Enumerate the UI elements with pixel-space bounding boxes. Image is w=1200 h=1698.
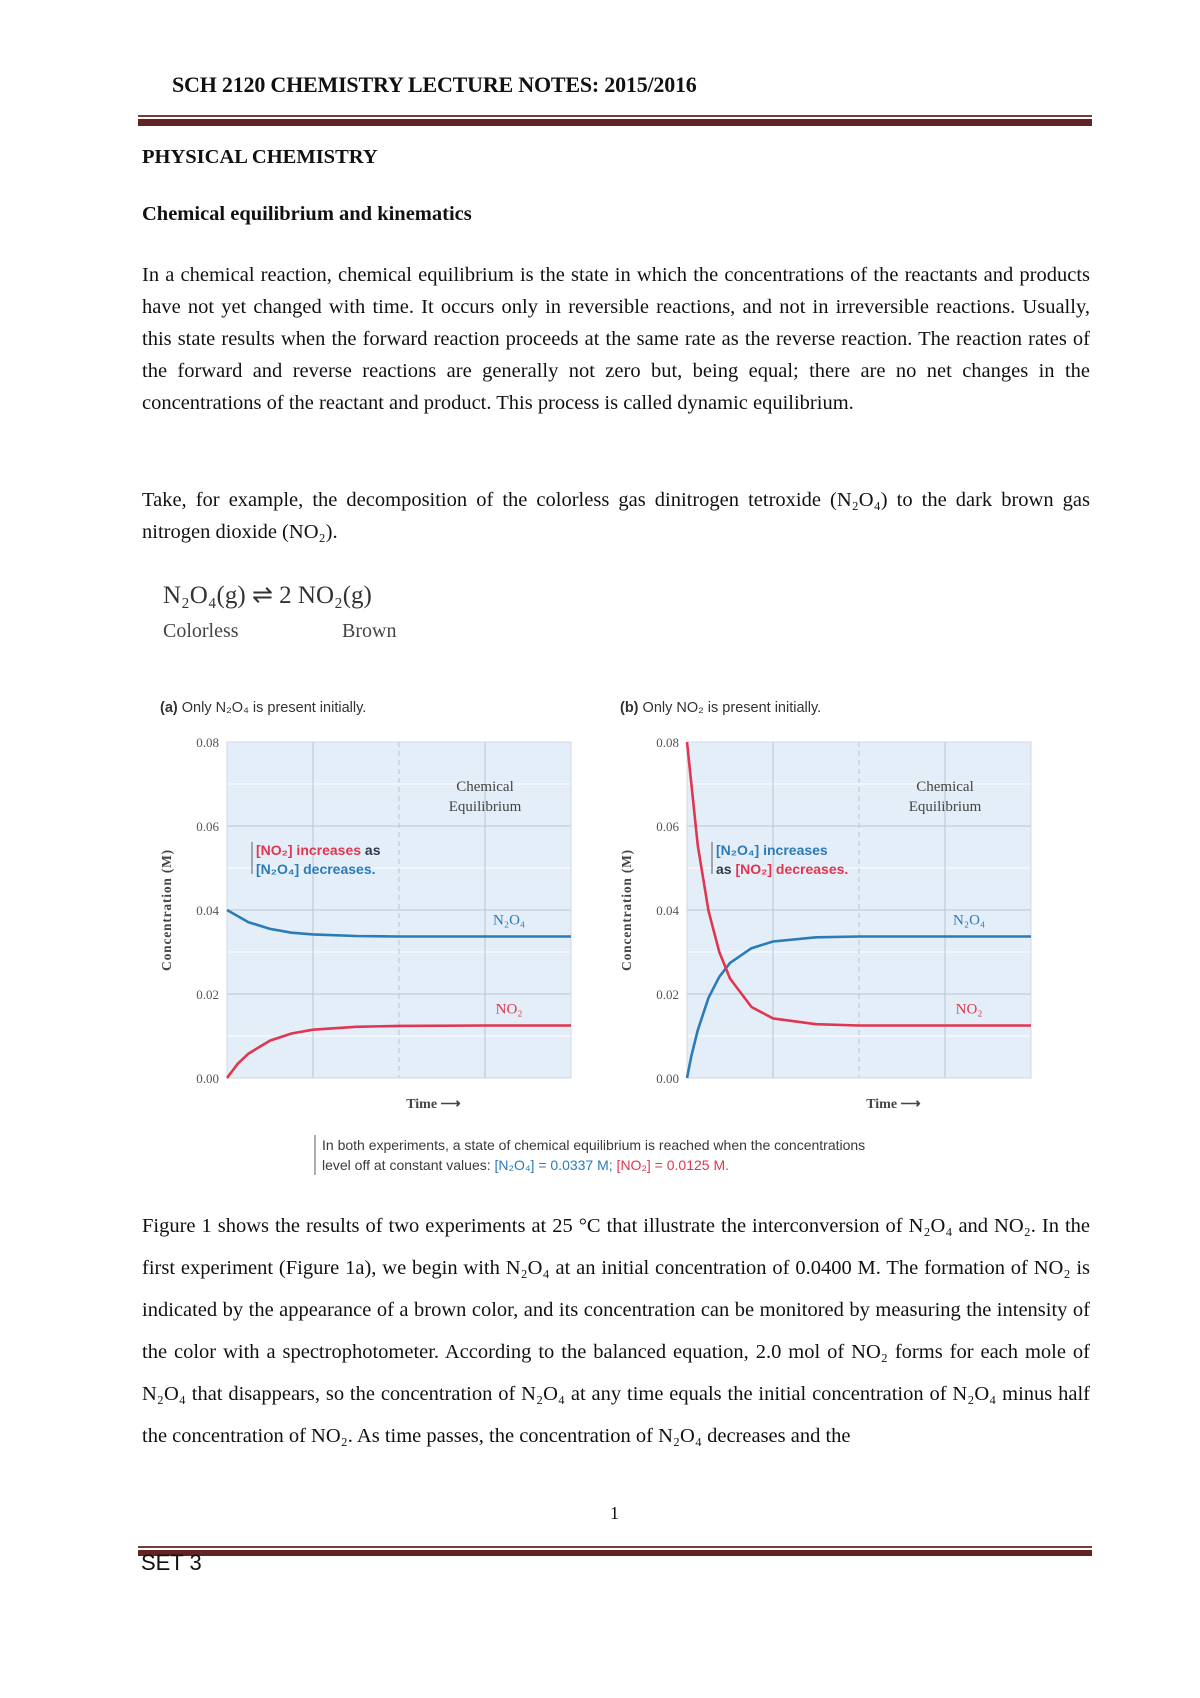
colorless-label: Colorless xyxy=(163,620,239,642)
paragraph-equilibrium-definition: In a chemical reaction, chemical equilibrium is the state in which the concentrations of the reactants and products have not yet changed with time. It occurs only in reversible reactions, and not in irreversible reactions. Usually, this state results when the forward reaction proceeds at the same rate as the reverse reaction. The reaction rates of the forward and reverse reactions are generally not zero but, being equal; there are no net changes in the concentrations of the reactant and product. This process is called dynamic equilibrium. xyxy=(142,264,1090,414)
chart-a-title-text: Only N₂O₄ is present initially. xyxy=(181,700,367,716)
chart-a-title xyxy=(160,700,366,716)
chart-b-y-tick-label: 0.02 xyxy=(656,987,679,1002)
chart-b-region-label: Chemical xyxy=(916,779,974,795)
chart-b-region-label: Equilibrium xyxy=(908,799,982,815)
chart-b-annotation-segment: [NO₂] decreases. xyxy=(735,861,849,877)
chart-a-region-label: Equilibrium xyxy=(448,799,522,815)
footer-rule-thick xyxy=(138,1550,1092,1556)
chart-a-series-label: N₂O₄ xyxy=(493,912,526,929)
chart-b-title-letter: (b) xyxy=(620,700,643,716)
chart-b-series-label: NO₂ xyxy=(955,1001,983,1018)
reaction-equation: N₂O₄(g) ⇌ 2 NO₂(g) xyxy=(163,582,372,609)
chart-a-annotation-segment: as xyxy=(361,842,381,858)
chart-a-region-label: Chemical xyxy=(456,779,514,795)
chart-a-title-letter: (a) xyxy=(160,700,182,716)
chart-a-x-axis-label: Time ⟶ xyxy=(406,1097,461,1112)
chart-b-series-label: N₂O₄ xyxy=(953,912,986,929)
chart-a-annotation-line xyxy=(256,842,381,858)
figure-caption-segment: [NO₂] = 0.0125 M. xyxy=(612,1157,729,1173)
chart-b-y-axis-label: Concentration (M) xyxy=(619,849,634,971)
footer-rule-thin xyxy=(138,1546,1092,1548)
document-header-title: SCH 2120 CHEMISTRY LECTURE NOTES: 2015/2016 xyxy=(172,72,697,97)
subsection-title: Chemical equilibrium and kinematics xyxy=(142,203,472,225)
paragraph-example: Take, for example, the decomposition of the colorless gas dinitrogen tetroxide (N₂O₄) to the dark brown gas nitrogen dioxide (NO₂). xyxy=(142,489,1090,543)
chart-b-y-tick-label: 0.00 xyxy=(656,1071,679,1086)
brown-label: Brown xyxy=(342,620,397,642)
chart-a-y-tick-label: 0.02 xyxy=(196,987,219,1002)
figure-caption-line xyxy=(322,1157,729,1173)
chart-a-y-tick-label: 0.08 xyxy=(196,735,219,750)
chart-b-x-axis-label: Time ⟶ xyxy=(866,1097,921,1112)
chart-b-y-tick-label: 0.04 xyxy=(656,903,679,918)
chart-b-annotation-line xyxy=(716,842,828,858)
chart-b-y-tick-label: 0.06 xyxy=(656,819,679,834)
chart-b-title-text: Only NO₂ is present initially. xyxy=(642,700,822,716)
section-title: PHYSICAL CHEMISTRY xyxy=(142,146,378,168)
chart-b-annotation-segment: as xyxy=(716,861,736,877)
chart-a-y-tick-label: 0.00 xyxy=(196,1071,219,1086)
chart-b-y-tick-label: 0.08 xyxy=(656,735,679,750)
chart-a-y-tick-label: 0.04 xyxy=(196,903,219,918)
chart-b-annotation-segment: [N₂O₄] increases xyxy=(716,842,828,858)
figure-caption-segment: [N₂O₄] = 0.0337 M; xyxy=(494,1157,613,1173)
chart-b-title xyxy=(620,700,821,716)
chart-a-y-tick-label: 0.06 xyxy=(196,819,219,834)
chart-a-y-axis-label: Concentration (M) xyxy=(159,849,174,971)
paragraph-figure-explanation: Figure 1 shows the results of two experiments at 25 °C that illustrate the interconversion of N₂O₄ and NO₂. In the first experiment (Figure 1a), we begin with N₂O₄ at an initial concentration of 0.0400 M. The formation of NO₂ is indicated by the appearance of a brown color, and its concentration can be monitored by measuring the intensity of the color with a spectrophotometer. According to the balanced equation, 2.0 mol of NO₂ forms for each mole of N₂O₄ that disappears, so the concentration of N₂O₄ at any time equals the initial concentration of N₂O₄ minus half the concentration of NO₂. As time passes, the concentration of N₂O₄ decreases and the xyxy=(142,1215,1090,1447)
set-label: SET 3 xyxy=(141,1550,202,1575)
figure-caption-segment: In both experiments, a state of chemical equilibrium is reached when the concentrations xyxy=(322,1137,866,1153)
chart-b-annotation-line xyxy=(716,861,848,877)
figure-caption-segment: level off at constant values: xyxy=(322,1157,495,1173)
chart-a-series-label: NO₂ xyxy=(495,1001,523,1018)
chart-a-annotation-segment: [NO₂] increases xyxy=(256,842,362,858)
chart-a-annotation-segment: [N₂O₄] decreases. xyxy=(256,861,376,877)
chart-a-annotation-line xyxy=(256,861,376,877)
figure-caption-line xyxy=(322,1137,865,1153)
page-number: 1 xyxy=(610,1503,619,1523)
